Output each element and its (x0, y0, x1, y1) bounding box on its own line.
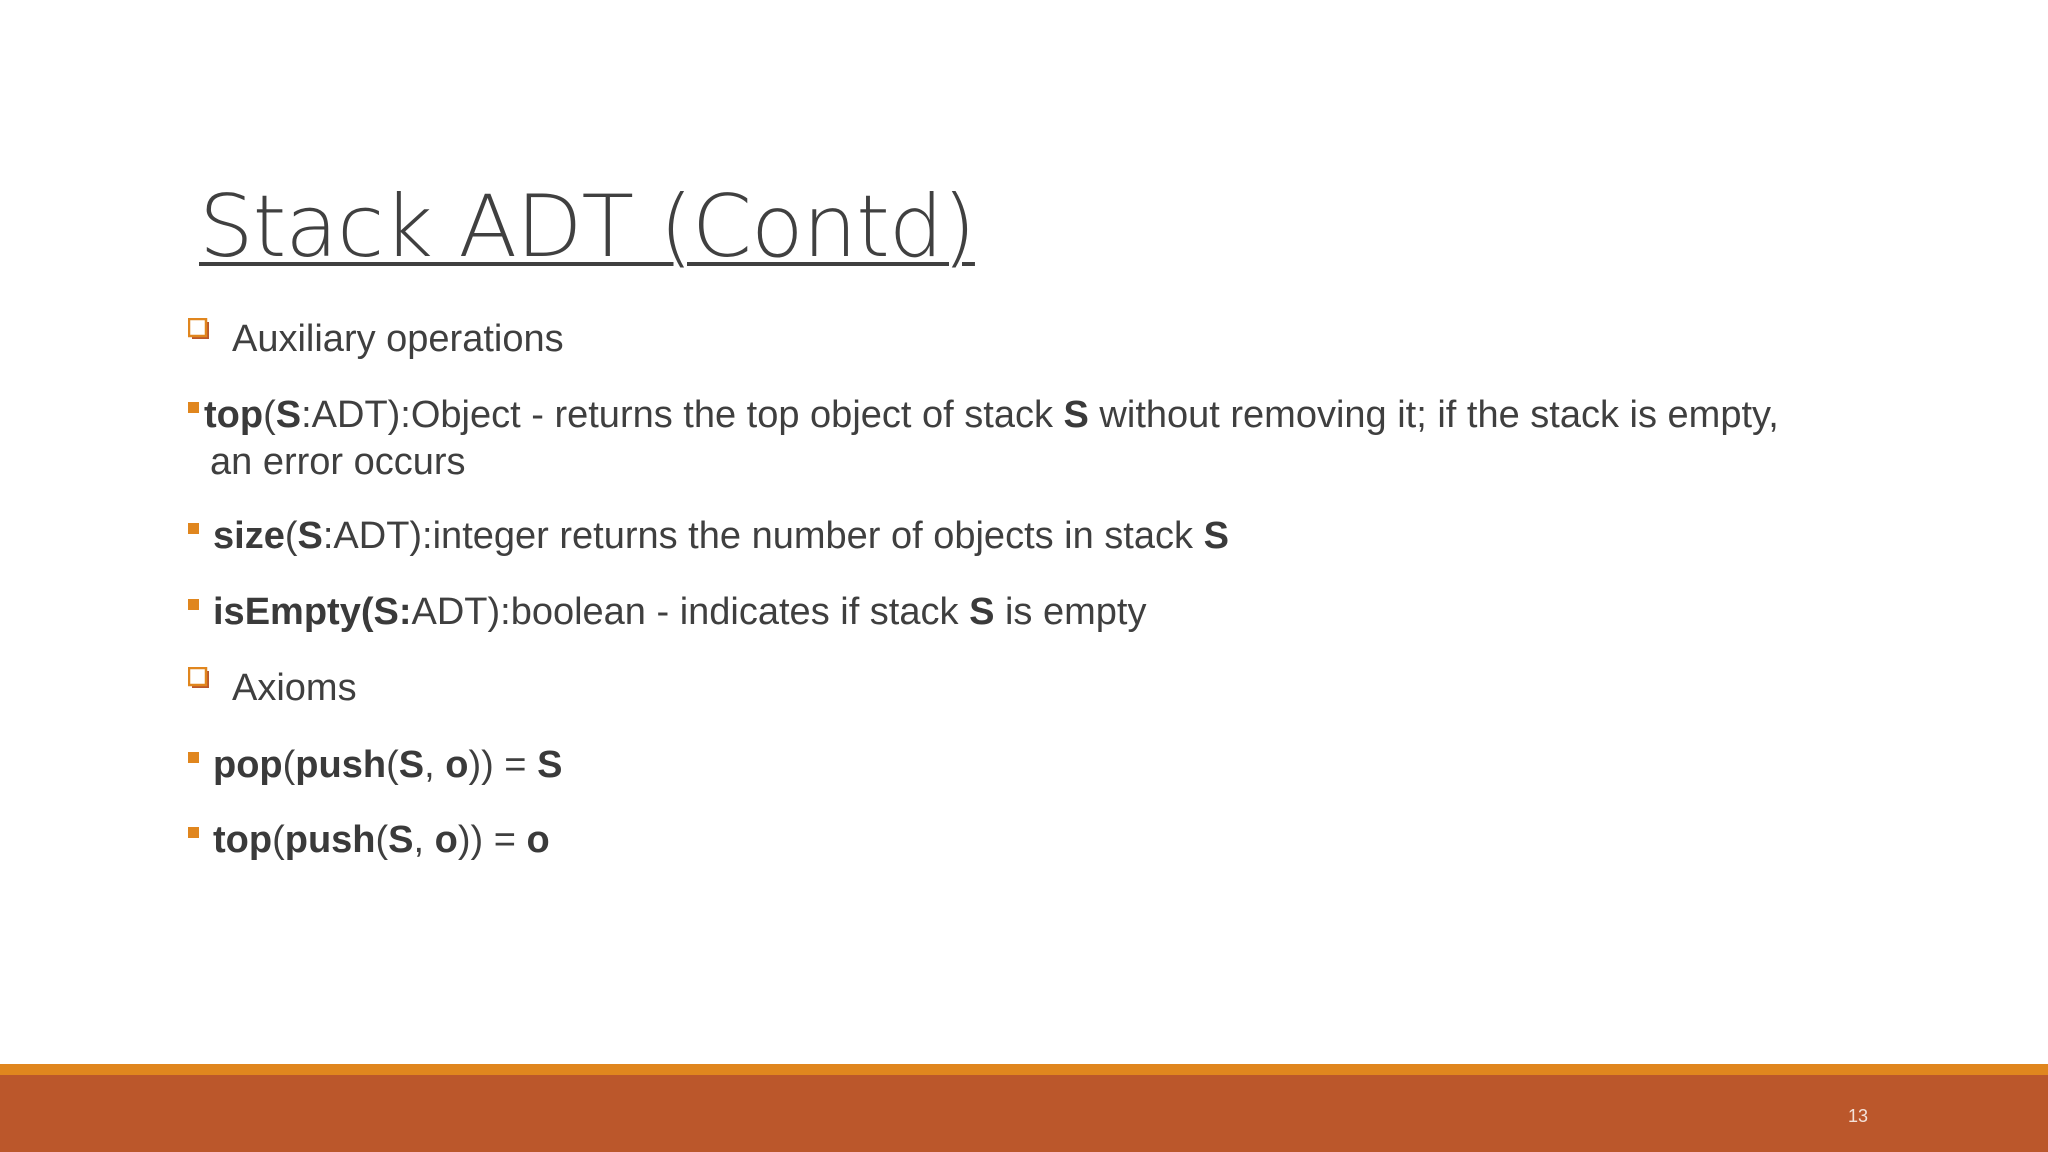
list-item-isempty: isEmpty(S:ADT):boolean - indicates if stack S is empty (213, 591, 1147, 633)
slide-title: Stack ADT (Contd) (199, 177, 975, 277)
axiom-item-pop: pop(push(S, o)) = S (213, 744, 563, 786)
list-item-top-continuation: an error occurs (210, 441, 466, 483)
checkbox-bullet-icon (188, 318, 210, 340)
section-heading-axioms: Axioms (232, 667, 357, 709)
footer-accent-stripe (0, 1064, 2048, 1075)
list-item-top: top(S:ADT):Object - returns the top object of stack S without removing it; if the stack is empty, (204, 394, 1779, 436)
page-number: 13 (1847, 1106, 1869, 1126)
footer-bar (0, 1075, 2048, 1152)
square-bullet-icon (188, 752, 199, 763)
checkbox-bullet-icon (188, 667, 210, 689)
square-bullet-icon (188, 599, 199, 610)
square-bullet-icon (188, 402, 199, 413)
square-bullet-icon (188, 827, 199, 838)
square-bullet-icon (188, 523, 199, 534)
section-heading-auxiliary: Auxiliary operations (232, 318, 564, 360)
list-item-size: size(S:ADT):integer returns the number of objects in stack S (213, 515, 1229, 557)
axiom-item-top: top(push(S, o)) = o (213, 819, 550, 861)
